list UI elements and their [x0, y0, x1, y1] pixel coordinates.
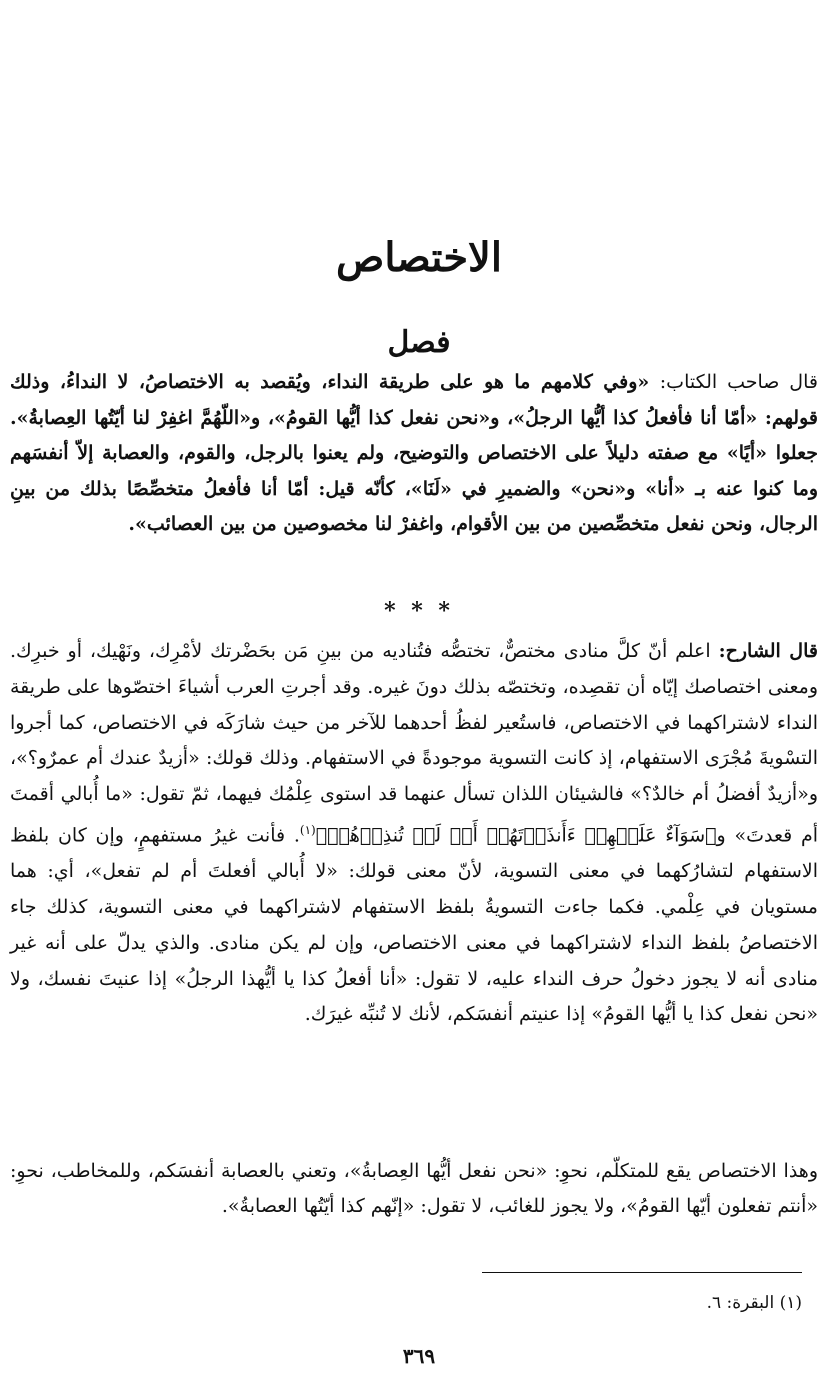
- footnote: (١) البقرة: ٦.: [706, 1293, 802, 1313]
- final-paragraph: وهذا الاختصاص يقع للمتكلّم، نحوِ: «نحن نفعل أيُّها العِصابةُ»، وتعني بالعصابة أنفسَكم، وللمخاطب، نحوِ: «أنتم تفعلون أيّها القومُ»، ولا يجوز للغائب، لا تقول: «إنّهم كذا أيّتُها العصابةُ».: [10, 1160, 818, 1218]
- page-number: ٣٦٩: [402, 1344, 436, 1368]
- quoted-paragraph: [10, 365, 818, 543]
- chapter-title: الاختصاص: [336, 234, 502, 281]
- commentary-paragraph: [10, 634, 818, 1033]
- paragraph-body: اعلم أنّ كلَّ منادى مختصٌّ، تختصُّه فتُناديه من بينِ مَن بحَضْرتك لأمْرِك، ونَهْيك، أو خبرِك. ومعنى اختصاصك إيّاه أن تقصِده، وتختصّه بذلك دونَ غيره. وقد أجرتِ العرب أشياءَ اختصّوها على طريقة النداء لاشتراكهما في الاختصاص، فاستُعير لفظُ أحدهما للآخر من حيث شارَكَه في الاختصاص، كما أجروا التسْويةَ مُجْرَى الاستفهام، إذ كانت التسوية موجودةً في الاستفهام. وذلك قولك: «أزيدٌ عندك أم عمرٌو؟»، و«أزيدٌ أفضلُ أم خالدٌ؟» فالشيئان اللذان تسأل عنهما قد استوى عِلْمُك فيهما، ثمّ تقول: «ما أُبالي أقمتَ أم قعدتَ» و﴿سَوَآءٌ عَلَيۡهِمۡ ءَأَنذَرۡتَهُمۡ أَمۡ لَمۡ تُنذِرۡهُمۡ﴾: [10, 640, 818, 847]
- paragraph-lead: قال صاحب الكتاب:: [659, 371, 818, 393]
- section-heading: فصل: [387, 325, 451, 360]
- footnote-divider: [482, 1272, 802, 1273]
- footnote-reference: (١): [299, 822, 316, 837]
- section-separator: * * *: [384, 598, 454, 624]
- paragraph-body: «وفي كلامهم ما هو على طريقة النداء، ويُقصد به الاختصاصُ، لا النداءُ، وذلك قولهم: «أمّا أنا فأفعلُ كذا أيُّها الرجلُ»، و«نحن نفعل كذا أيُّها القومُ»، و«اللّهُمَّ اغفِرْ لنا أيّتُها العِصابةُ». جعلوا «أيًا» مع صفته دليلاً على الاختصاص والتوضيح، ولم يعنوا بالرجل، والقوم، والعصابة إلاّ أنفسَهم وما كنوا عنه بـ «أنا» و«نحن» والضميرِ في «لَنَا»، كأنّه قيل: أمّا أنا فأفعلُ متخصِّصًا بذلك من بينِ الرجال، ونحن نفعل متخصِّصين من بين الأقوام، واغفرْ لنا مخصوصين من بين العصائب».: [10, 371, 818, 536]
- paragraph-lead: قال الشارح:: [718, 640, 818, 662]
- paragraph-body-continued: . فأنت غيرُ مستفهمٍ، وإن كان بلفظ الاستفهام لتشارُكهما في معنى التسوية، لأنّ معنى قولك: «لا أُبالي أفعلتَ أم لم تفعل»، أي: هما مستويان في عِلْمي. فكما جاءت التسويةُ بلفظ الاستفهام لاشتراكهما في معنى التسوية، كذلك جاء الاختصاصُ بلفظ النداء لاشتراكهما في معنى الاختصاص، وإن لم يكن منادى. والذي يدلّ على أنه غير منادى أنه لا يجوز دخولُ حرف النداء عليه، لا تقول: «أنا أفعلُ كذا يا أيُّهذا الرجلُ» إذا عنيتَ نفسك، ولا «نحن نفعل كذا يا أيُّها القومُ» إذا عنيتم أنفسَكم، لأنك لا تُنبِّه غيرَك.: [10, 824, 818, 1026]
